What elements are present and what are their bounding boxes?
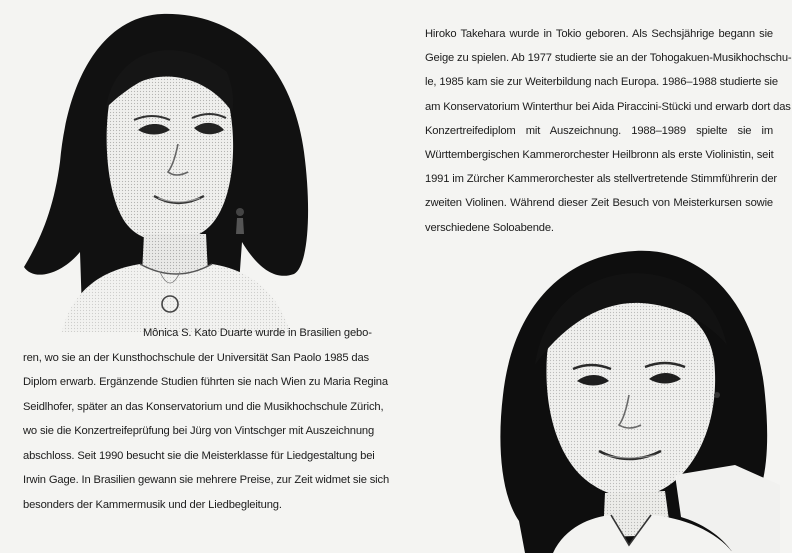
bio-takehara-line: am Konservatorium Winterthur bei Aida Piraccini-Stücki und erwarb dort das [425,100,791,113]
bio-kato-duarte-line: Irwin Gage. In Brasilien gewann sie mehrere Preise, zur Zeit widmet sie sich [23,474,390,486]
bio-takehara-line: Württembergischen Kammerorchester Heilbronn als erste Violinistin, seit [425,148,774,161]
portrait-takehara [495,245,780,553]
bio-takehara-line: zweiten Violinen. Während dieser Zeit Besuch von Meisterkursen sowie [425,197,773,210]
bio-kato-duarte-line: ren, wo sie an der Kunsthochschule der Universität San Paolo 1985 das [23,351,370,364]
bio-kato-duarte-line: Diplom erwarb. Ergänzende Studien führten sie nach Wien zu Maria Regina [23,376,388,388]
bio-takehara-line: Geige zu spielen. Ab 1977 studierte sie an der Tohogakuen-Musikhochschu- [425,52,792,65]
bio-kato-duarte-line: Mônica S. Kato Duarte wurde in Brasilien gebo- [143,327,372,339]
bio-takehara-line: Hiroko Takehara wurde in Tokio geboren. Als Sechsjährige begann sie [425,28,773,40]
bio-kato-duarte-line: besonders der Kammermusik und der Liedbegleitung. [23,498,282,511]
portrait-takehara-graphic [495,245,780,553]
bio-takehara [425,22,792,240]
bio-kato-duarte [23,321,390,517]
bio-takehara-line: le, 1985 kam sie zur Weiterbildung nach Europa. 1986–1988 studierte sie [425,76,778,89]
portrait-kato-duarte [22,12,312,332]
bio-takehara-line: Konzertreifediplom mit Auszeichnung. 1988–1989 spielte sie im [425,124,773,137]
bio-takehara-line: verschiedene Soloabende. [425,221,554,234]
portrait-kato-duarte-graphic [22,12,312,332]
bio-kato-duarte-line: wo sie die Konzertreifeprüfung bei Jürg von Vintschger mit Auszeichnung [23,425,375,437]
bio-kato-duarte-line: abschloss. Seit 1990 besucht sie die Meisterklasse für Liedgestaltung bei [23,449,375,462]
bio-kato-duarte-line: Seidlhofer, später an das Konservatorium und die Musikhochschule Zürich, [23,400,384,413]
bio-takehara-line: 1991 im Zürcher Kammerorchester als stellvertretende Stimmführerin der [425,173,777,186]
